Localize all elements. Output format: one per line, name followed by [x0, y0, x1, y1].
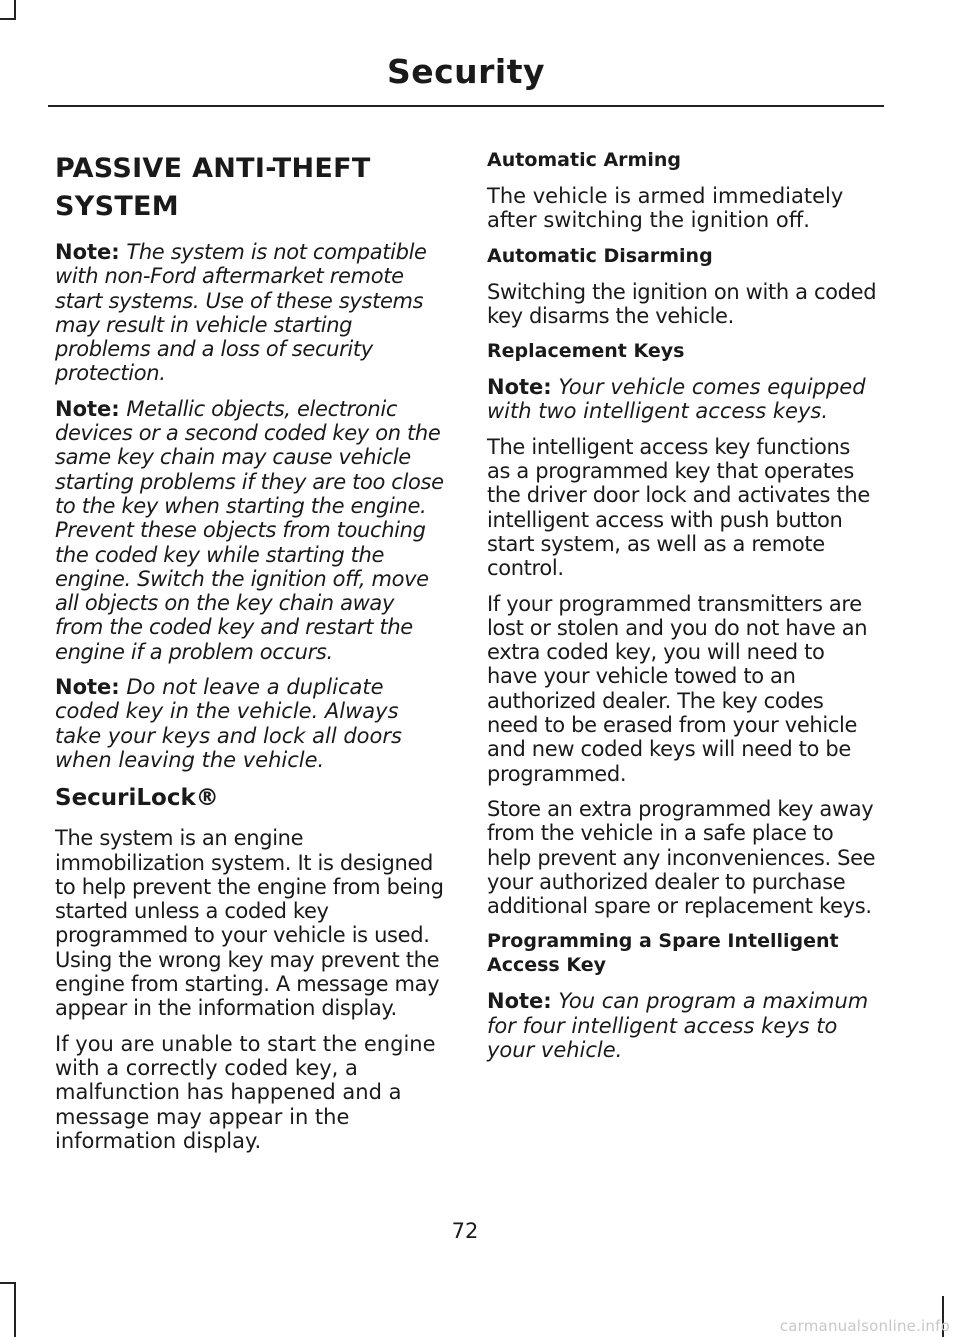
note-label: Note:: [487, 375, 552, 400]
note-text: Your vehicle comes equipped with two intelligent access keys.: [487, 375, 866, 424]
note-maximum-keys: [487, 989, 879, 1062]
crop-mark-top-left-vertical: [14, 0, 16, 20]
note-text: The system is not compatible with non-Ford aftermarket remote start systems. Use of these systems may result in vehicle starting problems and a loss of security protection.: [55, 240, 427, 386]
watermark-text: carmanualsonline.info: [779, 1317, 950, 1335]
automatic-arming-text: The vehicle is armed immediately after switching the ignition off.: [487, 184, 844, 233]
header-divider: [48, 105, 884, 107]
note-metallic-objects: [55, 397, 447, 664]
note-equipped-keys: [487, 375, 879, 424]
note-label: Note:: [487, 989, 552, 1014]
heading-automatic-disarming: Automatic Disarming: [487, 244, 713, 267]
replacement-paragraph-2: If your programmed transmitters are lost or stolen and you do not have an extra coded key, you will need to have your vehicle towed to an authorized dealer. The key codes need to be erased from your vehicle and new coded keys will need to be programmed.: [487, 591, 868, 786]
note-text: You can program a maximum for four intelligent access keys to your vehicle.: [487, 989, 869, 1063]
right-column: [487, 148, 879, 1073]
left-column: [55, 150, 447, 1164]
note-label: Note:: [55, 396, 120, 421]
replacement-paragraph-3: Store an extra programmed key away from the vehicle in a safe place to help prevent any inconveniences. See your authorized dealer to purchase additional spare or replacement keys.: [487, 796, 876, 919]
heading-automatic-arming: Automatic Arming: [487, 149, 681, 171]
subsection-heading-securilock: SecuriLock®: [55, 785, 219, 812]
note-text: Do not leave a duplicate coded key in the vehicle. Always take your keys and lock all doors when leaving the vehicle.: [55, 675, 402, 772]
crop-mark-bottom-left-vertical: [14, 1282, 16, 1337]
automatic-disarming-text: Switching the ignition on with a coded key disarms the vehicle.: [487, 279, 877, 328]
page-number: 72: [451, 1219, 479, 1243]
replacement-paragraph-1: The intelligent access key functions as a programmed key that operates the driver door lock and activates the intelligent access with push button start system, as well as a remote control.: [487, 434, 870, 581]
heading-programming-spare-key: Programming a Spare Intelligent Access Key: [487, 930, 839, 977]
note-text: Metallic objects, electronic devices or a second coded key on the same key chain may cause vehicle starting problems if they are too close to the key when starting the engine. Prevent these objects from touching the coded key while starting the engine. Switch the ignition off, move all objects on the key chain away from the coded key and restart the engine if a problem occurs.: [55, 396, 444, 664]
securilock-paragraph-1: The system is an engine immobilization system. It is designed to help prevent the engine from being started unless a coded key programmed to your vehicle is used. Using the wrong key may prevent the engine from starting. A message may appear in the information display.: [55, 826, 444, 1021]
crop-mark-top-left-horizontal: [0, 18, 16, 20]
section-heading-passive-anti-theft: PASSIVE ANTI-THEFT SYSTEM: [55, 153, 371, 222]
note-label: Note:: [55, 240, 120, 264]
page-title: Security: [386, 52, 546, 91]
crop-mark-bottom-left-horizontal: [0, 1282, 16, 1284]
securilock-paragraph-2: If you are unable to start the engine with a correctly coded key, a malfunction has happened and a message may appear in the information display.: [55, 1031, 436, 1153]
note-duplicate-key: [55, 675, 447, 772]
note-compatibility: [55, 240, 447, 386]
heading-replacement-keys: Replacement Keys: [487, 340, 685, 363]
note-label: Note:: [55, 675, 120, 700]
